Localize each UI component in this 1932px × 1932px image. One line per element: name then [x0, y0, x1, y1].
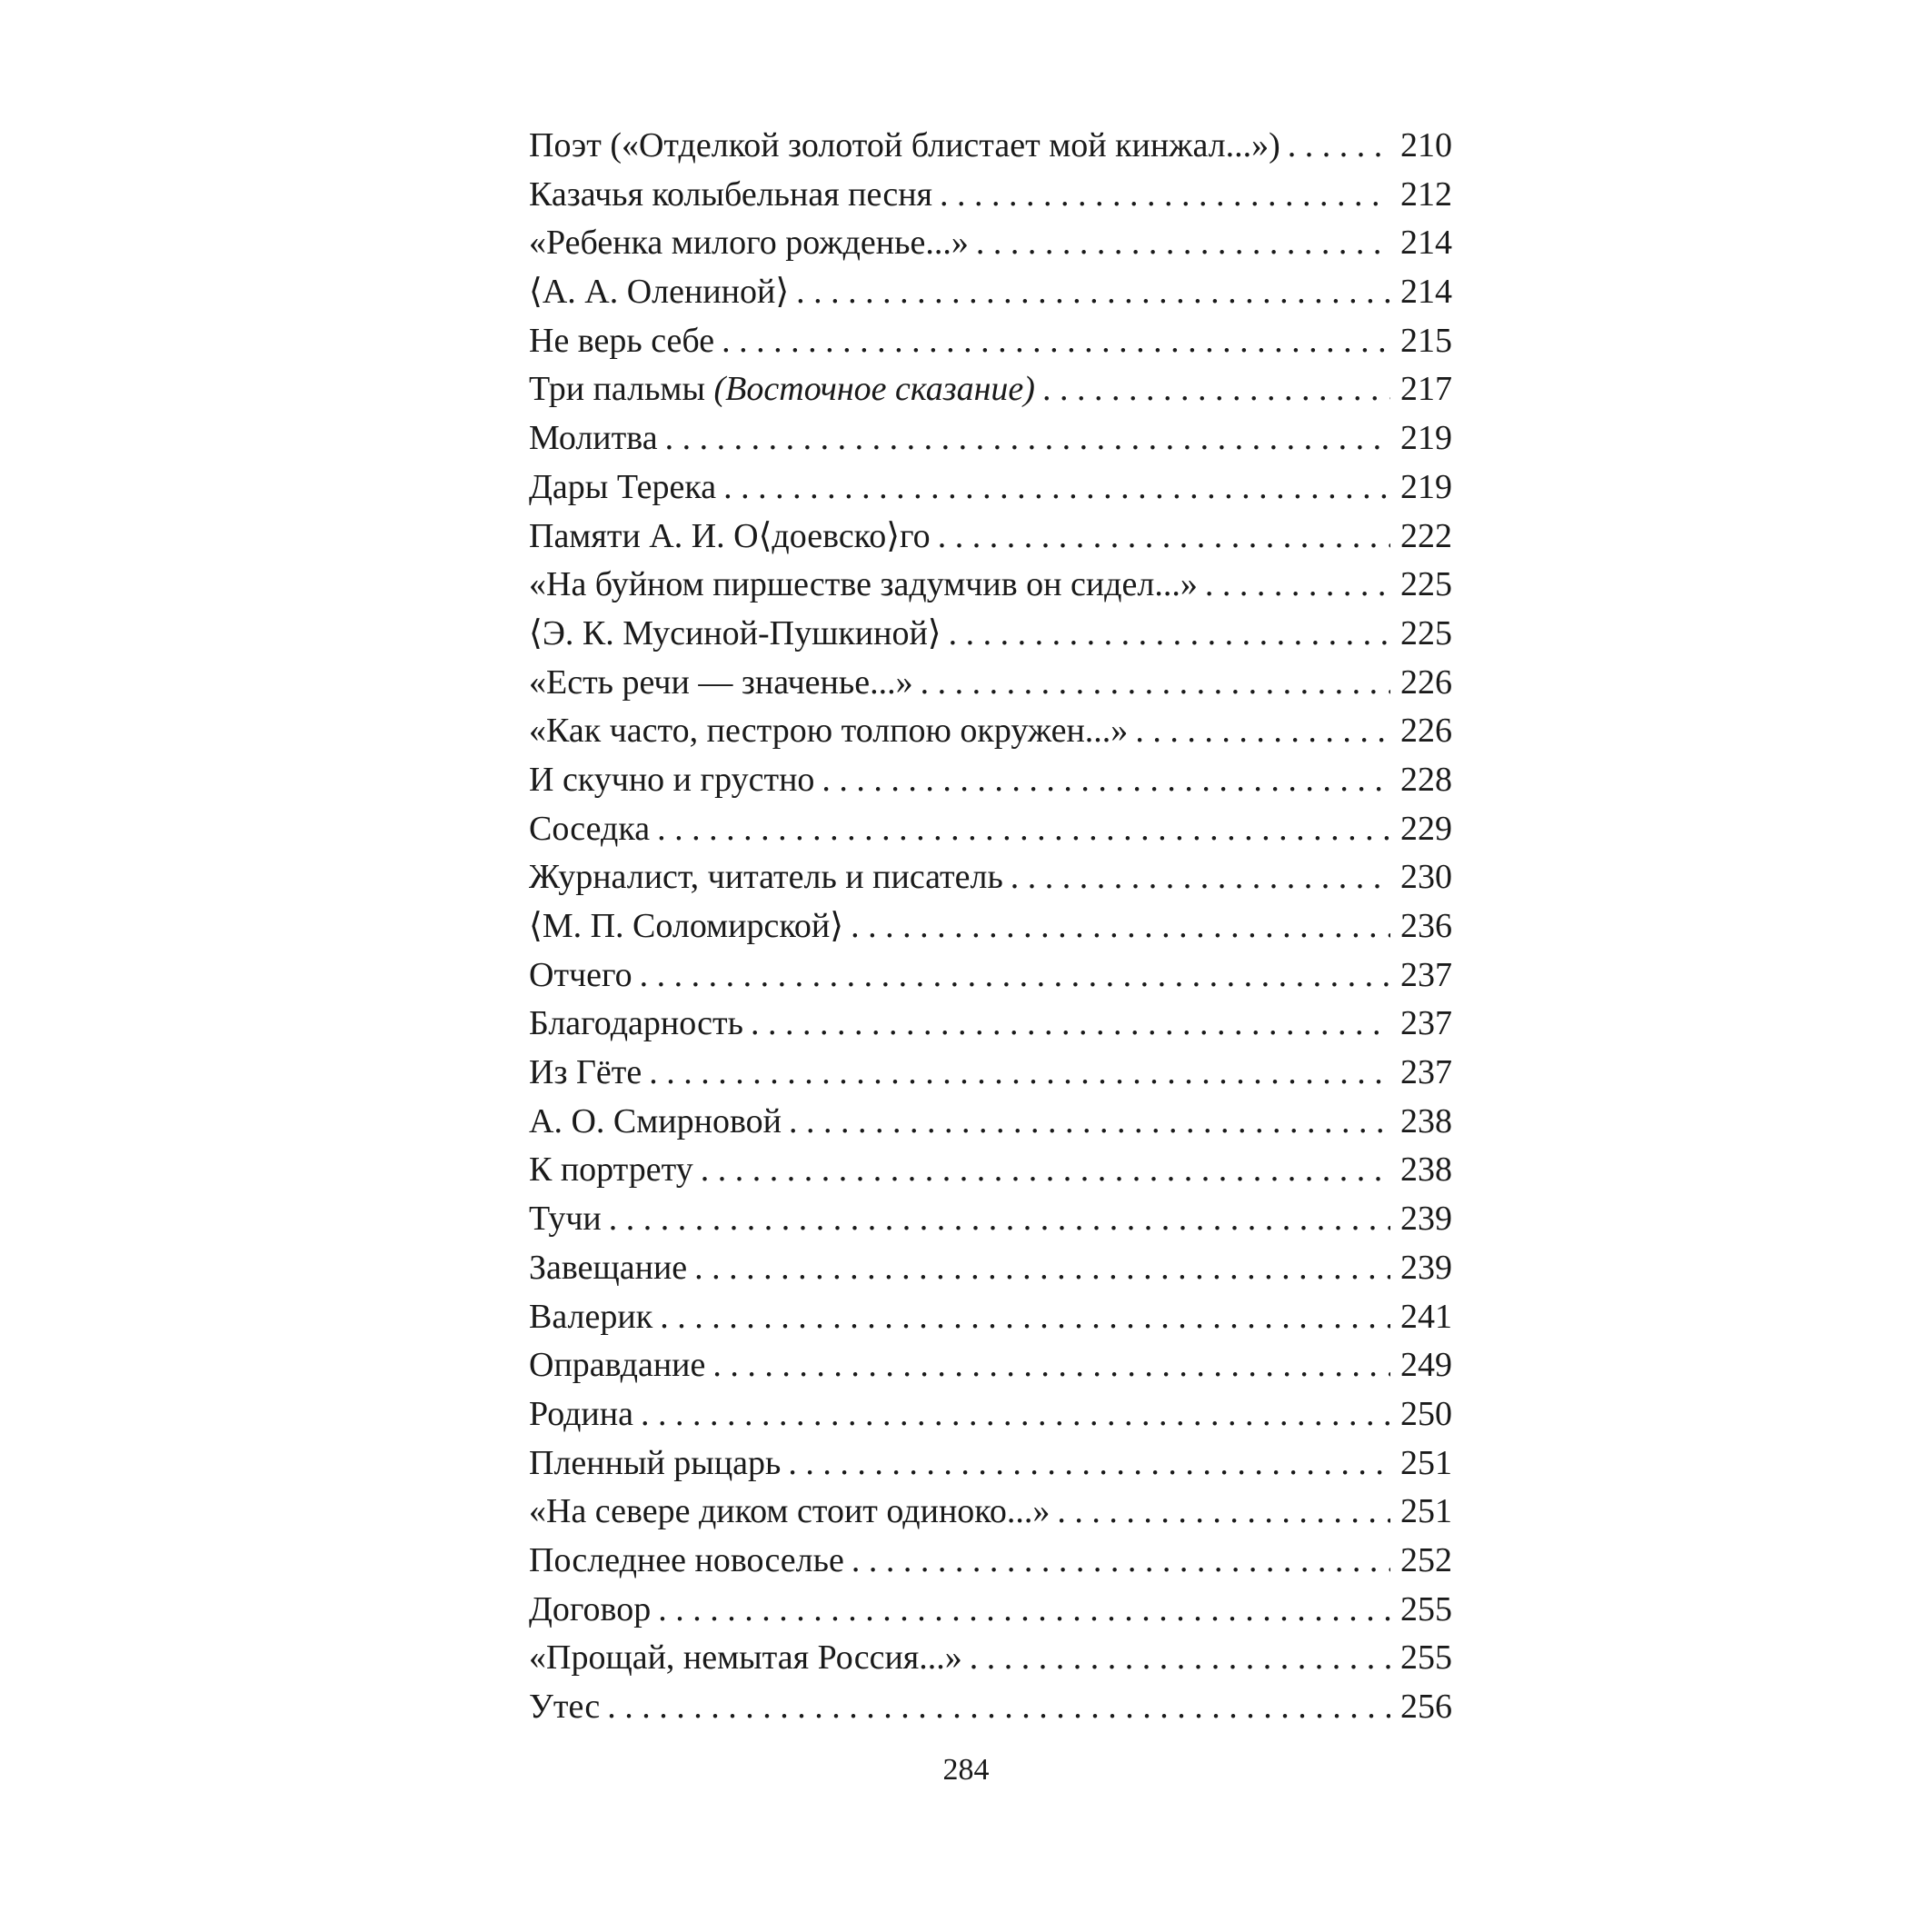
toc-entry-title [529, 1098, 782, 1147]
toc-entry-page: 241 [1400, 1297, 1452, 1336]
toc-entry-page: 219 [1400, 419, 1452, 458]
toc-entry [529, 951, 1452, 1001]
toc-entry-title-text: Три пальмы [529, 370, 706, 409]
toc-entry-page: 251 [1400, 1443, 1452, 1482]
toc-entry-title [529, 610, 941, 659]
toc-entry-title-text: Из Гёте [529, 1053, 642, 1092]
dot-leader [660, 1293, 1390, 1342]
toc-entry-page: 251 [1400, 1492, 1452, 1531]
toc-entry-page: 210 [1400, 126, 1452, 164]
toc-entry-page: 237 [1400, 1004, 1452, 1043]
toc-entry-title-text: Оправдание [529, 1346, 706, 1385]
toc-entry [529, 1341, 1452, 1390]
toc-entry-title [529, 659, 913, 708]
dot-leader [640, 951, 1390, 1001]
toc-entry-page: 236 [1400, 907, 1452, 945]
toc-entry-title [529, 122, 1280, 171]
toc-entry-page: 226 [1400, 662, 1452, 702]
toc-entry-page: 237 [1400, 955, 1452, 994]
toc-entry-page: 229 [1400, 809, 1452, 848]
toc-entry [529, 268, 1452, 317]
toc-entry-title [529, 1195, 602, 1244]
toc-entry-title [529, 1049, 642, 1098]
toc-entry-title [529, 853, 1003, 902]
toc-entry [529, 1146, 1452, 1195]
toc-entry-title [529, 1634, 962, 1683]
toc-entry-title [529, 1586, 651, 1635]
toc-entry-title [529, 805, 650, 854]
toc-entry-title [529, 1000, 743, 1049]
toc-entry-title-text: А. О. Смирновой [529, 1101, 782, 1140]
toc-entry-page: 238 [1400, 1150, 1452, 1190]
toc-entry-title-text: Родина [529, 1394, 633, 1433]
dot-leader [712, 1341, 1390, 1390]
toc-entry-page: 239 [1400, 1200, 1452, 1239]
toc-entry-page: 230 [1400, 858, 1452, 897]
dot-leader [796, 268, 1390, 317]
toc-entry-page: 228 [1400, 760, 1452, 799]
table-of-contents [529, 122, 1452, 1732]
dot-leader [1205, 561, 1390, 610]
toc-entry-title-text: «Как часто, пестрою толпою окружен...» [529, 712, 1129, 751]
toc-entry-title [529, 1439, 781, 1489]
toc-entry-title-text: Казачья колыбельная песня [529, 174, 933, 214]
toc-entry-title [529, 268, 789, 317]
toc-entry-page: 215 [1400, 321, 1452, 360]
toc-entry-title-text: «Есть речи — значенье...» [529, 662, 913, 702]
toc-entry [529, 1488, 1452, 1537]
toc-entry [529, 1244, 1452, 1293]
toc-entry [529, 1683, 1452, 1732]
dot-leader [851, 1537, 1390, 1586]
toc-entry-title-text: Молитва [529, 419, 658, 458]
toc-entry-title-text: ⟨А. А. Олениной⟩ [529, 273, 790, 312]
toc-entry-title-text: ⟨Э. К. Мусиной-Пушкиной⟩ [529, 613, 941, 652]
toc-entry-title [529, 365, 1035, 414]
toc-entry [529, 561, 1452, 610]
dot-leader [1288, 122, 1390, 171]
dot-leader [1135, 707, 1390, 756]
toc-entry [529, 122, 1452, 171]
dot-leader [657, 805, 1390, 854]
dot-leader [701, 1146, 1390, 1195]
toc-entry [529, 805, 1452, 854]
toc-entry [529, 365, 1452, 414]
toc-entry-title-text: И скучно и грустно [529, 760, 815, 799]
toc-entry-title [529, 219, 969, 268]
toc-entry-title-text: Журналист, читатель и писатель [529, 858, 1003, 897]
toc-entry-page: 249 [1400, 1346, 1452, 1385]
toc-entry-page: 252 [1400, 1540, 1452, 1579]
toc-entry [529, 1537, 1452, 1586]
toc-entry-page: 237 [1400, 1053, 1452, 1092]
toc-entry-page: 217 [1400, 370, 1452, 409]
toc-entry-title [529, 902, 843, 951]
dot-leader [940, 171, 1390, 220]
toc-entry-page: 212 [1400, 174, 1452, 214]
dot-leader [658, 1586, 1390, 1635]
toc-entry-title-text: Памяти А. И. О⟨доевско⟩го [529, 516, 931, 555]
toc-entry-title-text: Отчего [529, 955, 632, 994]
toc-entry-title-text: Тучи [529, 1200, 602, 1239]
toc-entry [529, 1390, 1452, 1439]
dot-leader [789, 1098, 1390, 1147]
toc-entry-page: 214 [1400, 224, 1452, 263]
toc-entry-title [529, 1488, 1050, 1537]
toc-entry-page: 255 [1400, 1638, 1452, 1678]
toc-entry-title-text: «Ребенка милого рожденье...» [529, 224, 969, 263]
toc-entry [529, 414, 1452, 463]
toc-entry-title [529, 707, 1128, 756]
toc-entry-title-text: Утес [529, 1688, 601, 1726]
toc-entry-title [529, 561, 1198, 610]
toc-entry [529, 463, 1452, 513]
dot-leader [649, 1049, 1390, 1098]
toc-entry-title-text: Благодарность [529, 1004, 743, 1043]
toc-entry-subtitle: (Восточное сказание) [713, 370, 1035, 409]
toc-entry-title-text: Последнее новоселье [529, 1540, 844, 1579]
toc-entry-title [529, 1146, 693, 1195]
toc-entry-title [529, 414, 658, 463]
dot-leader [1042, 365, 1390, 414]
toc-entry-page: 250 [1400, 1394, 1452, 1433]
toc-entry-title-text: К портрету [529, 1150, 693, 1190]
toc-entry-title [529, 513, 931, 562]
toc-entry [529, 1634, 1452, 1683]
toc-entry-page: 222 [1400, 516, 1452, 555]
toc-entry [529, 219, 1452, 268]
dot-leader [851, 902, 1390, 951]
toc-entry-title [529, 1683, 600, 1732]
dot-leader [609, 1195, 1390, 1244]
dot-leader [949, 610, 1390, 659]
toc-entry-title-text: Договор [529, 1589, 652, 1628]
dot-leader [694, 1244, 1390, 1293]
toc-entry-title [529, 1341, 705, 1390]
toc-entry [529, 171, 1452, 220]
toc-entry [529, 756, 1452, 805]
dot-leader [921, 659, 1390, 708]
toc-entry-title [529, 1537, 844, 1586]
toc-entry [529, 853, 1452, 902]
toc-entry-title-text: Дары Терека [529, 467, 717, 506]
dot-leader [788, 1439, 1390, 1489]
toc-entry-title-text: Пленный рыцарь [529, 1443, 782, 1482]
toc-entry [529, 707, 1452, 756]
toc-entry-title-text: Поэт («Отделкой золотой блистает мой кинжал...») [529, 126, 1280, 164]
toc-entry-title-text: Не верь себе [529, 321, 715, 360]
toc-entry-page: 219 [1400, 467, 1452, 506]
toc-entry [529, 1439, 1452, 1489]
dot-leader [723, 463, 1390, 513]
toc-entry [529, 513, 1452, 562]
toc-entry [529, 1049, 1452, 1098]
dot-leader [607, 1683, 1390, 1732]
toc-entry-page: 256 [1400, 1688, 1452, 1726]
toc-entry-page: 225 [1400, 565, 1452, 604]
toc-entry-page: 214 [1400, 273, 1452, 312]
toc-entry [529, 659, 1452, 708]
dot-leader [641, 1390, 1390, 1439]
toc-entry [529, 1098, 1452, 1147]
dot-leader [976, 219, 1390, 268]
toc-entry [529, 1000, 1452, 1049]
toc-entry-title [529, 171, 932, 220]
toc-entry-title [529, 951, 632, 1001]
toc-entry-title-text: Завещание [529, 1248, 688, 1287]
dot-leader [1057, 1488, 1390, 1537]
toc-entry-title [529, 1293, 652, 1342]
dot-leader [1011, 853, 1390, 902]
dot-leader [822, 756, 1390, 805]
dot-leader [665, 414, 1390, 463]
toc-entry-page: 239 [1400, 1248, 1452, 1287]
dot-leader [938, 513, 1390, 562]
toc-entry [529, 902, 1452, 951]
toc-entry-page: 225 [1400, 613, 1452, 652]
toc-entry-title-text: ⟨М. П. Соломирской⟩ [529, 907, 844, 945]
toc-entry-title [529, 1390, 633, 1439]
toc-entry-page: 226 [1400, 712, 1452, 751]
toc-entry-page: 238 [1400, 1101, 1452, 1140]
toc-entry [529, 1293, 1452, 1342]
toc-entry-title-text: Валерик [529, 1297, 653, 1336]
toc-entry [529, 1195, 1452, 1244]
toc-entry [529, 317, 1452, 366]
toc-entry [529, 1586, 1452, 1635]
dot-leader [751, 1000, 1390, 1049]
page-number: 284 [942, 1753, 990, 1787]
dot-leader [970, 1634, 1390, 1683]
toc-entry-title-text: «На севере диком стоит одиноко...» [529, 1492, 1051, 1531]
dot-leader [722, 317, 1390, 366]
toc-entry-title [529, 756, 814, 805]
toc-entry-title [529, 317, 714, 366]
toc-entry-title [529, 463, 716, 513]
toc-entry-title-text: «На буйном пиршестве задумчив он сидел...» [529, 565, 1198, 604]
toc-entry-title [529, 1244, 687, 1293]
toc-entry [529, 610, 1452, 659]
toc-entry-title-text: «Прощай, немытая Россия...» [529, 1638, 962, 1678]
toc-entry-title-text: Соседка [529, 809, 651, 848]
toc-entry-page: 255 [1400, 1589, 1452, 1628]
